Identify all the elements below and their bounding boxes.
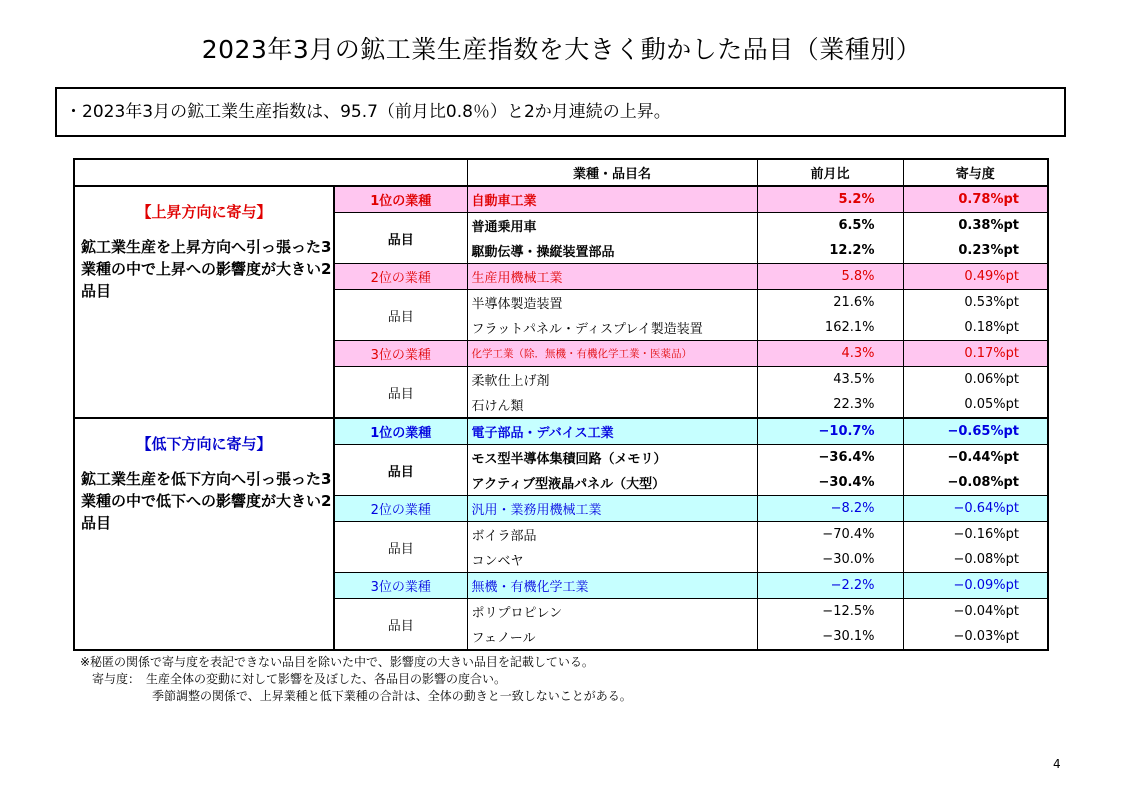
footnotes [80, 654, 632, 705]
header-blank [74, 159, 467, 186]
down-item-mom: −30.0% [757, 547, 903, 573]
table-row [74, 186, 1048, 213]
down-rank-1: 1位の業種 [334, 418, 467, 445]
summary-text: ・2023年3月の鉱工業生産指数は、95.7（前月比0.8％）と2か月連続の上昇。 [65, 102, 671, 122]
down-item-contrib: −0.08%pt [903, 547, 1048, 573]
up-item-contrib: 0.23%pt [903, 238, 1048, 264]
down-item-contrib: −0.04%pt [903, 599, 1048, 625]
up-industry-1-contrib: 0.78%pt [903, 186, 1048, 213]
page-number: 4 [1053, 757, 1061, 771]
down-item-mom: −30.1% [757, 624, 903, 650]
up-industry-2: 生産用機械工業 [467, 264, 757, 290]
down-industry-1-contrib: −0.65%pt [903, 418, 1048, 445]
down-item-mom: −70.4% [757, 522, 903, 548]
down-heading: 【低下方向に寄与】 [136, 435, 272, 453]
down-item-contrib: −0.16%pt [903, 522, 1048, 548]
up-industry-2-contrib: 0.49%pt [903, 264, 1048, 290]
footnote-line: 寄与度： 生産全体の変動に対して影響を及ぼした、各品目の影響の度合い。 [80, 672, 507, 686]
up-item-mom: 43.5% [757, 367, 903, 393]
down-item-contrib: −0.44%pt [903, 445, 1048, 471]
up-industry-3-contrib: 0.17%pt [903, 341, 1048, 367]
up-item-name: 半導体製造装置 [467, 290, 757, 316]
down-industry-1: 電子部品・デバイス工業 [467, 418, 757, 445]
down-item-label-3: 品目 [334, 599, 467, 651]
footnote-line: ※秘匿の関係で寄与度を表記できない品目を除いた中で、影響度の大きい品目を記載している。 [80, 655, 594, 669]
up-item-mom: 22.3% [757, 392, 903, 418]
down-description-cell [74, 418, 334, 650]
up-item-contrib: 0.05%pt [903, 392, 1048, 418]
down-industry-3: 無機・有機化学工業 [467, 573, 757, 599]
up-rank-3: 3位の業種 [334, 341, 467, 367]
down-industry-2-contrib: −0.64%pt [903, 496, 1048, 522]
down-description: 鉱工業生産を低下方向へ引っ張った3業種の中で低下への影響度が大きい2品目 [81, 470, 332, 532]
down-item-mom: −30.4% [757, 470, 903, 496]
up-rank-1: 1位の業種 [334, 186, 467, 213]
down-item-contrib: −0.08%pt [903, 470, 1048, 496]
down-industry-3-mom: −2.2% [757, 573, 903, 599]
down-item-name: コンベヤ [467, 547, 757, 573]
up-item-mom: 6.5% [757, 213, 903, 239]
up-item-contrib: 0.06%pt [903, 367, 1048, 393]
table-header-row [74, 159, 1048, 186]
up-heading: 【上昇方向に寄与】 [136, 203, 272, 221]
up-item-mom: 162.1% [757, 315, 903, 341]
up-item-contrib: 0.18%pt [903, 315, 1048, 341]
down-industry-3-contrib: −0.09%pt [903, 573, 1048, 599]
up-item-name: フラットパネル・ディスプレイ製造装置 [467, 315, 757, 341]
up-item-contrib: 0.53%pt [903, 290, 1048, 316]
down-industry-2-mom: −8.2% [757, 496, 903, 522]
down-item-label-1: 品目 [334, 445, 467, 496]
table-row [74, 418, 1048, 445]
up-item-name: 石けん類 [467, 392, 757, 418]
up-item-name: 普通乗用車 [467, 213, 757, 239]
down-industry-2: 汎用・業務用機械工業 [467, 496, 757, 522]
up-item-mom: 12.2% [757, 238, 903, 264]
down-industry-1-mom: −10.7% [757, 418, 903, 445]
up-item-name: 柔軟仕上げ剤 [467, 367, 757, 393]
down-item-contrib: −0.03%pt [903, 624, 1048, 650]
up-industry-3: 化学工業（除．無機・有機化学工業・医薬品） [467, 341, 757, 367]
down-item-mom: −12.5% [757, 599, 903, 625]
down-item-mom: −36.4% [757, 445, 903, 471]
down-rank-2: 2位の業種 [334, 496, 467, 522]
up-description: 鉱工業生産を上昇方向へ引っ張った3業種の中で上昇への影響度が大きい2品目 [81, 238, 332, 300]
down-item-name: フェノール [467, 624, 757, 650]
down-item-label-2: 品目 [334, 522, 467, 573]
up-industry-1-mom: 5.2% [757, 186, 903, 213]
up-item-label-3: 品目 [334, 367, 467, 419]
up-item-label-2: 品目 [334, 290, 467, 341]
summary-box [55, 87, 1066, 137]
down-item-name: アクティブ型液晶パネル（大型） [467, 470, 757, 496]
up-industry-3-mom: 4.3% [757, 341, 903, 367]
page-title: 2023年3月の鉱工業生産指数を大きく動かした品目（業種別） [201, 35, 922, 64]
down-rank-3: 3位の業種 [334, 573, 467, 599]
header-contrib: 寄与度 [903, 159, 1048, 186]
data-table [73, 158, 1049, 651]
up-description-cell [74, 186, 334, 418]
up-item-name: 駆動伝導・操縦装置部品 [467, 238, 757, 264]
up-item-label-1: 品目 [334, 213, 467, 264]
up-industry-1: 自動車工業 [467, 186, 757, 213]
footnote-line: 季節調整の関係で、上昇業種と低下業種の合計は、全体の動きと一致しないことがある。 [80, 689, 632, 703]
header-mom: 前月比 [757, 159, 903, 186]
down-item-name: ボイラ部品 [467, 522, 757, 548]
header-item: 業種・品目名 [467, 159, 757, 186]
up-item-mom: 21.6% [757, 290, 903, 316]
down-item-name: ポリプロピレン [467, 599, 757, 625]
up-item-contrib: 0.38%pt [903, 213, 1048, 239]
up-industry-2-mom: 5.8% [757, 264, 903, 290]
up-rank-2: 2位の業種 [334, 264, 467, 290]
down-item-name: モス型半導体集積回路（メモリ） [467, 445, 757, 471]
